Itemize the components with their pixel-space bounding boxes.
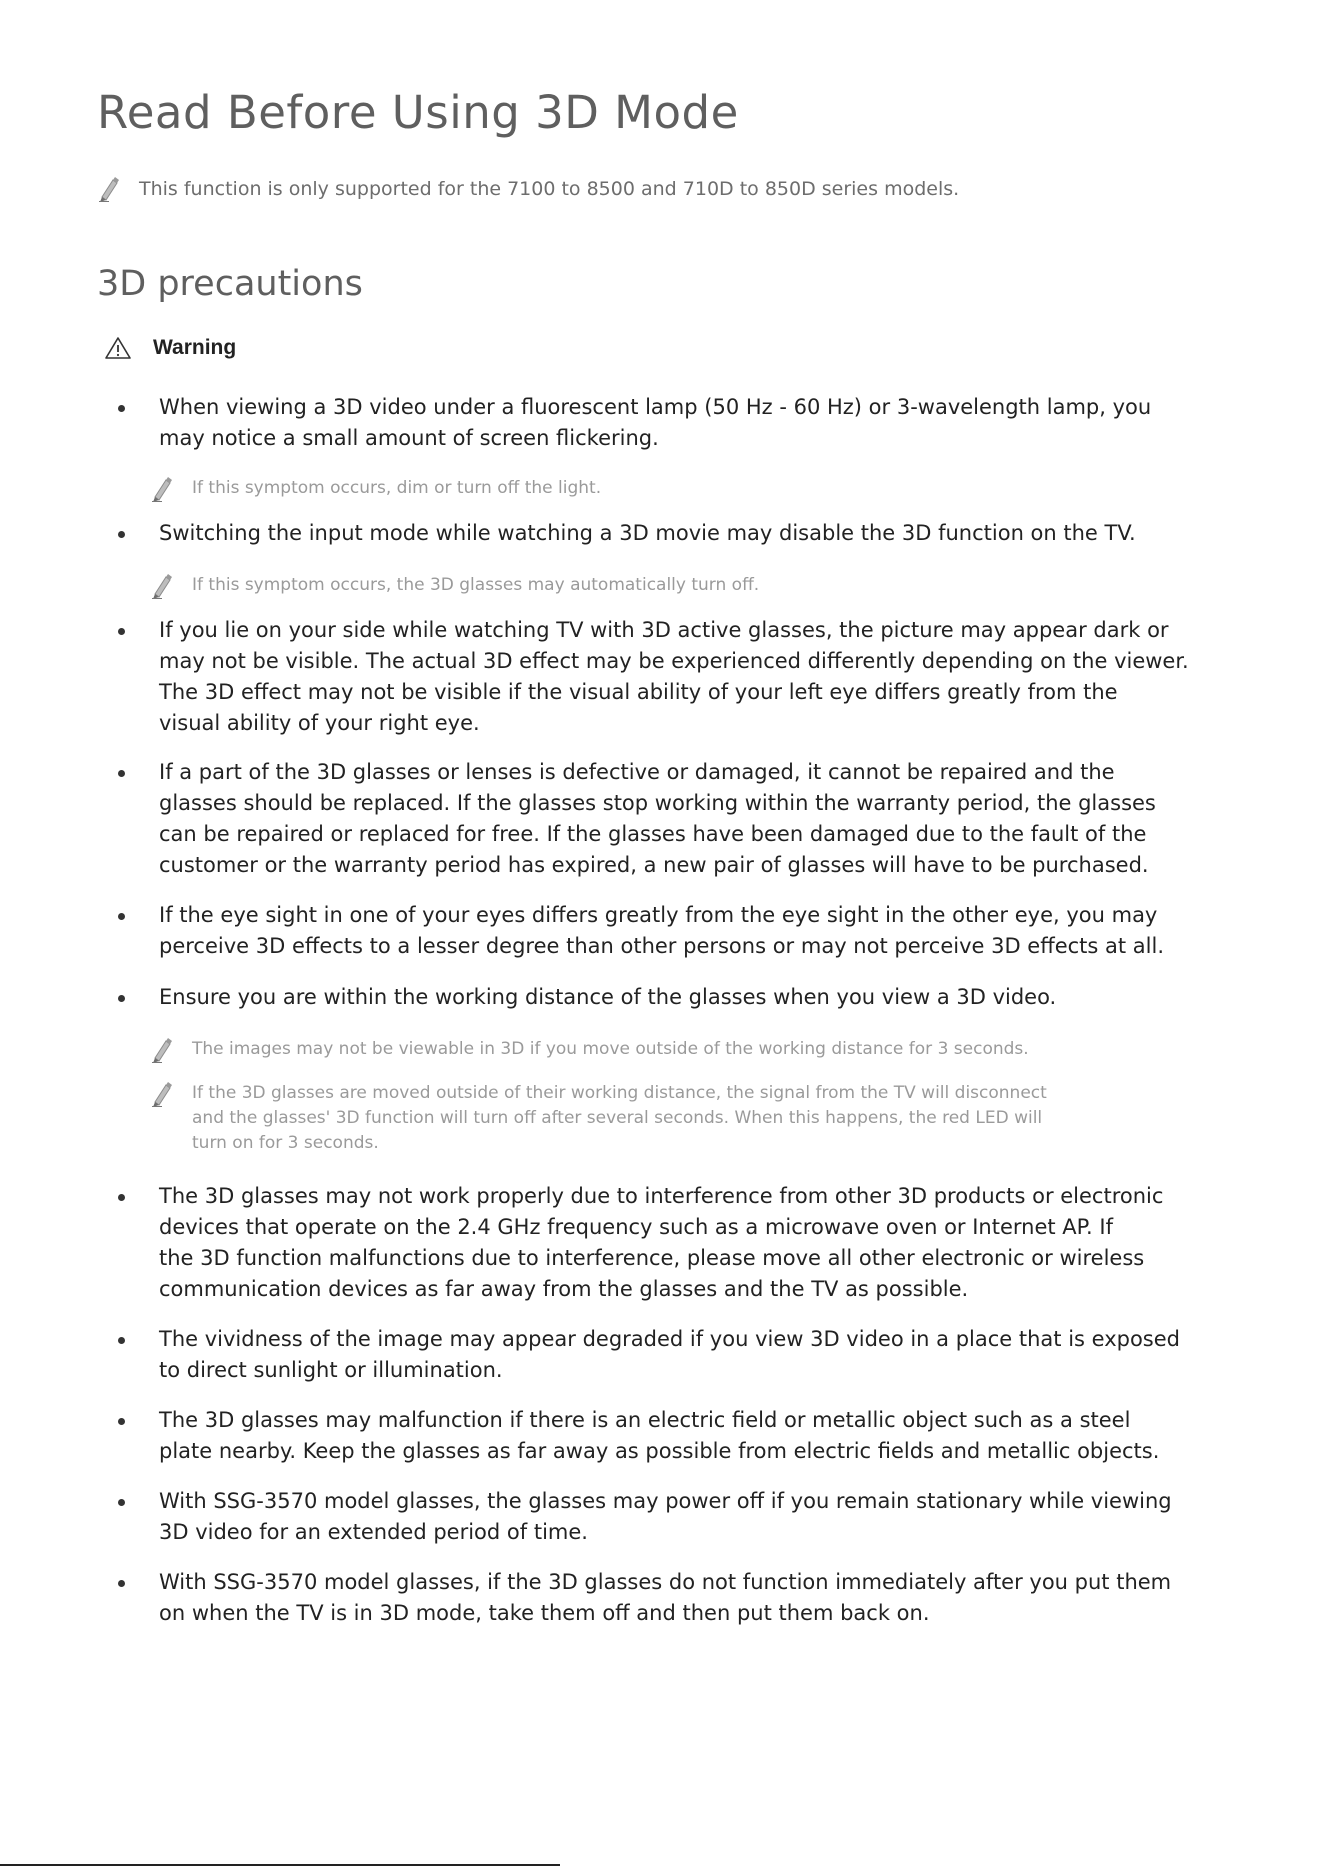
bullet-dot — [118, 1194, 125, 1201]
warning-heading — [105, 336, 236, 360]
bullet-dot — [118, 1499, 125, 1506]
list-item — [118, 757, 1248, 881]
list-item-text: With SSG-3570 model glasses, if the 3D glasses do not function immediately after you put them on when the TV is in 3D mode, take them off and then put them back on. — [159, 1570, 1172, 1625]
sub-note — [150, 1081, 1230, 1156]
list-item-text: If a part of the 3D glasses or lenses is defective or damaged, it cannot be repaired and the glasses should be replaced. If the glasses stop working within the warranty period, the glasses can be repaired or replaced for free. If the glasses have been damaged due to the fault of the customer or the warranty period has expired, a new pair of glasses will have to be purchased. — [159, 760, 1156, 877]
section-title: 3D precautions — [97, 264, 363, 304]
list-item — [118, 1405, 1248, 1467]
list-item — [118, 900, 1248, 962]
sub-note-text: If this symptom occurs, the 3D glasses may automatically turn off. — [192, 575, 760, 595]
list-item-text: The 3D glasses may malfunction if there is an electric field or metallic object such as a steel plate nearby. Keep the glasses as far away as possible from electric fields and metallic objects. — [159, 1408, 1160, 1463]
pencil-icon — [97, 176, 119, 202]
bullet-dot — [118, 405, 125, 412]
pencil-icon — [150, 1081, 172, 1107]
list-item — [118, 518, 1248, 549]
bullet-dot — [118, 770, 125, 777]
footer-rule — [0, 1864, 560, 1866]
list-item — [118, 1486, 1248, 1548]
list-item-text: The vividness of the image may appear degraded if you view 3D video in a place that is exposed to direct sunlight or illumination. — [159, 1327, 1181, 1382]
pencil-icon — [150, 573, 172, 599]
bullet-dot — [118, 531, 125, 538]
list-item — [118, 1567, 1248, 1629]
sub-note — [150, 476, 1230, 502]
pencil-icon — [150, 476, 172, 502]
list-item-text: If you lie on your side while watching TV with 3D active glasses, the picture may appear dark or may not be visible. The actual 3D effect may be experienced differently depending on the viewer. The 3D effect may not be visible if the visual ability of your left eye differs greatly from the visual ability of your right eye. — [159, 618, 1189, 735]
bullet-dot — [118, 628, 125, 635]
sub-note-text: The images may not be viewable in 3D if you move outside of the working distance for 3 seconds. — [192, 1039, 1029, 1059]
list-item-text: Switching the input mode while watching a 3D movie may disable the 3D function on the TV. — [159, 521, 1136, 545]
list-item-text: With SSG-3570 model glasses, the glasses may power off if you remain stationary while viewing 3D video for an extended period of time. — [159, 1489, 1172, 1544]
bullet-dot — [118, 1337, 125, 1344]
bullet-dot — [118, 913, 125, 920]
list-item-text: The 3D glasses may not work properly due to interference from other 3D products or electronic devices that operate on the 2.4 GHz frequency such as a microwave oven or Internet AP. If the 3D function malfunctions due to interference, please move all other electronic or wireless communication devices as far away from the glasses and the TV as possible. — [159, 1184, 1164, 1301]
sub-note-text: If this symptom occurs, dim or turn off the light. — [192, 478, 602, 498]
list-item — [118, 392, 1248, 454]
list-item-text: If the eye sight in one of your eyes differs greatly from the eye sight in the other eye, you may perceive 3D effects to a lesser degree than other persons or may not perceive 3D effects at all. — [159, 903, 1165, 958]
warning-label: Warning — [153, 336, 237, 359]
sub-note-text: If the 3D glasses are moved outside of their working distance, the signal from the TV will disconnect and the glasses' 3D function will turn off after several seconds. When this happens, the red LED will turn on for 3 seconds. — [192, 1083, 1047, 1153]
sub-note — [150, 573, 1230, 599]
list-item-text: Ensure you are within the working distance of the glasses when you view a 3D video. — [159, 985, 1057, 1009]
warning-triangle-icon — [105, 336, 131, 360]
list-item — [118, 615, 1248, 739]
bullet-dot — [118, 1418, 125, 1425]
intro-note-text: This function is only supported for the 7100 to 8500 and 710D to 850D series models. — [139, 178, 960, 200]
list-item-text: When viewing a 3D video under a fluorescent lamp (50 Hz - 60 Hz) or 3-wavelength lamp, you may notice a small amount of screen flickering. — [159, 395, 1152, 450]
intro-note — [97, 176, 959, 202]
bullet-dot — [118, 995, 125, 1002]
bullet-dot — [118, 1580, 125, 1587]
pencil-icon — [150, 1037, 172, 1063]
list-item — [118, 982, 1248, 1013]
list-item — [118, 1324, 1248, 1386]
page-title: Read Before Using 3D Mode — [97, 86, 739, 139]
list-item — [118, 1181, 1248, 1305]
sub-note — [150, 1037, 1230, 1063]
